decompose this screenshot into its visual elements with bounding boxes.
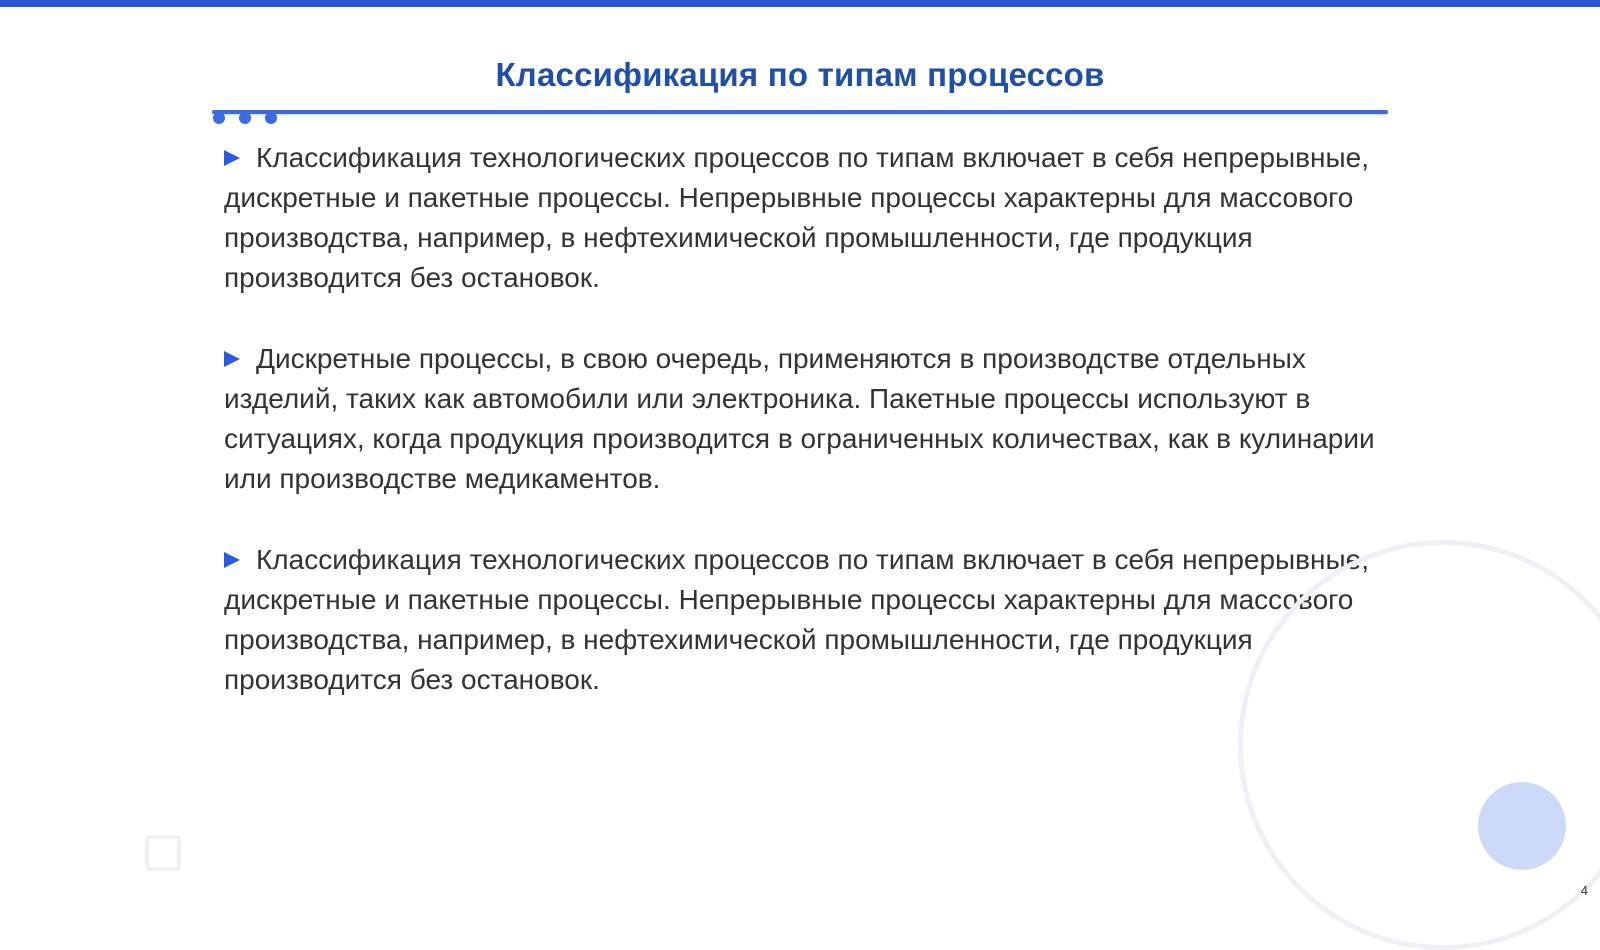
decorative-dot [265,112,277,124]
top-accent-bar [0,0,1600,7]
paragraph-text: Классификация технологических процессов по типам включает в себя непрерывные, дискретные и пакетные процессы. Непрерывные процессы характерны для массового производства, например, в нефтехимической промышленности, где продукция производится без остановок. [224,142,1369,293]
title-underline [212,110,1388,114]
paragraph-text: Дискретные процессы, в свою очередь, применяются в производстве отдельных изделий, таких как автомобили или электроника. Пакетные процессы используют в ситуациях, когда продукция производится в ограниченных количествах, как в кулинарии или производстве медикаментов. [224,343,1375,494]
bullet-paragraph [224,138,1384,298]
decorative-square [145,835,181,871]
decorative-dot [213,112,225,124]
bullet-paragraph [224,339,1384,499]
page-number: 4 [1580,883,1588,898]
decorative-dot [239,112,251,124]
decorative-circle [1478,782,1566,870]
bullet-paragraph [224,540,1384,700]
triangle-right-icon [224,351,240,367]
paragraph-text: Классификация технологических процессов по типам включает в себя непрерывные, дискретные и пакетные процессы. Непрерывные процессы характерны для массового производства, например, в нефтехимической промышленности, где продукция производится без остановок. [224,544,1369,695]
triangle-right-icon [224,552,240,568]
triangle-right-icon [224,150,240,166]
slide-content [224,138,1384,741]
slide-title: Классификация по типам процессов [495,56,1105,93]
